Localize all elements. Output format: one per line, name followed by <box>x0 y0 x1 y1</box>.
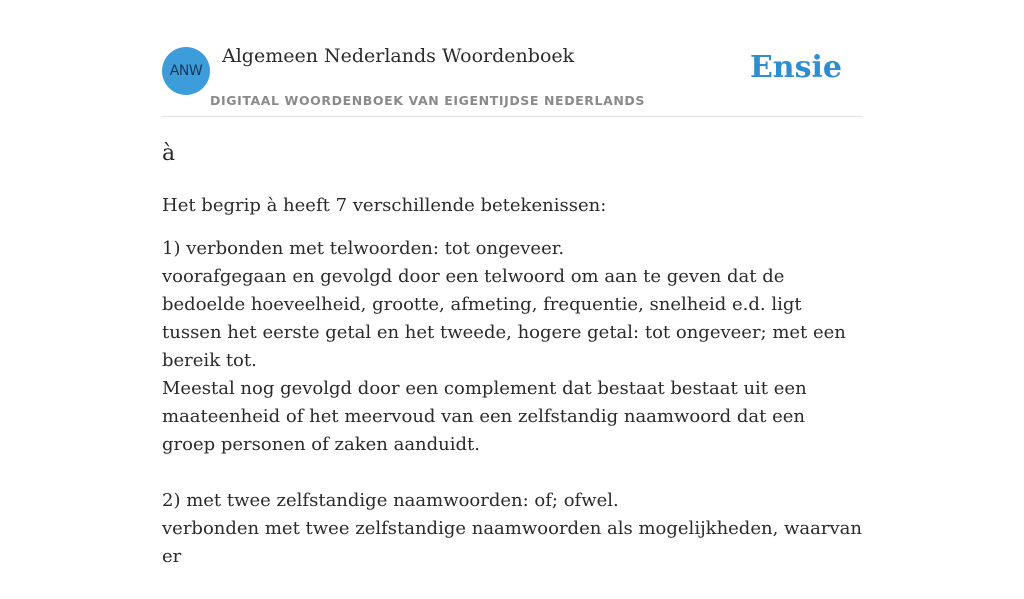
meanings-list <box>162 235 862 571</box>
dictionary-title[interactable]: Algemeen Nederlands Woordenboek <box>222 45 575 67</box>
dictionary-subtitle: DIGITAAL WOORDENBOEK VAN EIGENTIJDSE NEDERLANDS <box>210 93 646 108</box>
headword: à <box>162 141 176 166</box>
logo-text: ANW <box>169 63 203 79</box>
site-header <box>162 40 862 117</box>
meaning-item <box>162 235 862 459</box>
meaning-heading: 2) met twee zelfstandige naamwoorden: of; ofwel. <box>162 490 619 511</box>
anw-logo[interactable] <box>162 47 210 95</box>
meaning-definition: verbonden met twee zelfstandige naamwoorden als mogelijkheden, waarvan er <box>162 518 862 567</box>
meaning-item <box>162 487 862 571</box>
entry-content <box>162 136 862 599</box>
meaning-heading: 1) verbonden met telwoorden: tot ongeveer. <box>162 238 565 259</box>
ensie-brand-logo[interactable]: Ensie <box>749 50 842 85</box>
meanings-intro: Het begrip à heeft 7 verschillende betekenissen: <box>162 195 607 216</box>
meaning-definition: voorafgegaan en gevolgd door een telwoord om aan te geven dat de bedoelde hoeveelheid, grootte, afmeting, frequentie, snelheid e.d. ligt tussen het eerste getal en het tweede, hogere getal: tot ongeveer; met een bereik tot. <box>162 266 846 371</box>
meaning-note: Meestal nog gevolgd door een complement dat bestaat bestaat uit een maateenheid of het meervoud van een zelfstandig naamwoord dat een groep personen of zaken aanduidt. <box>162 378 807 455</box>
